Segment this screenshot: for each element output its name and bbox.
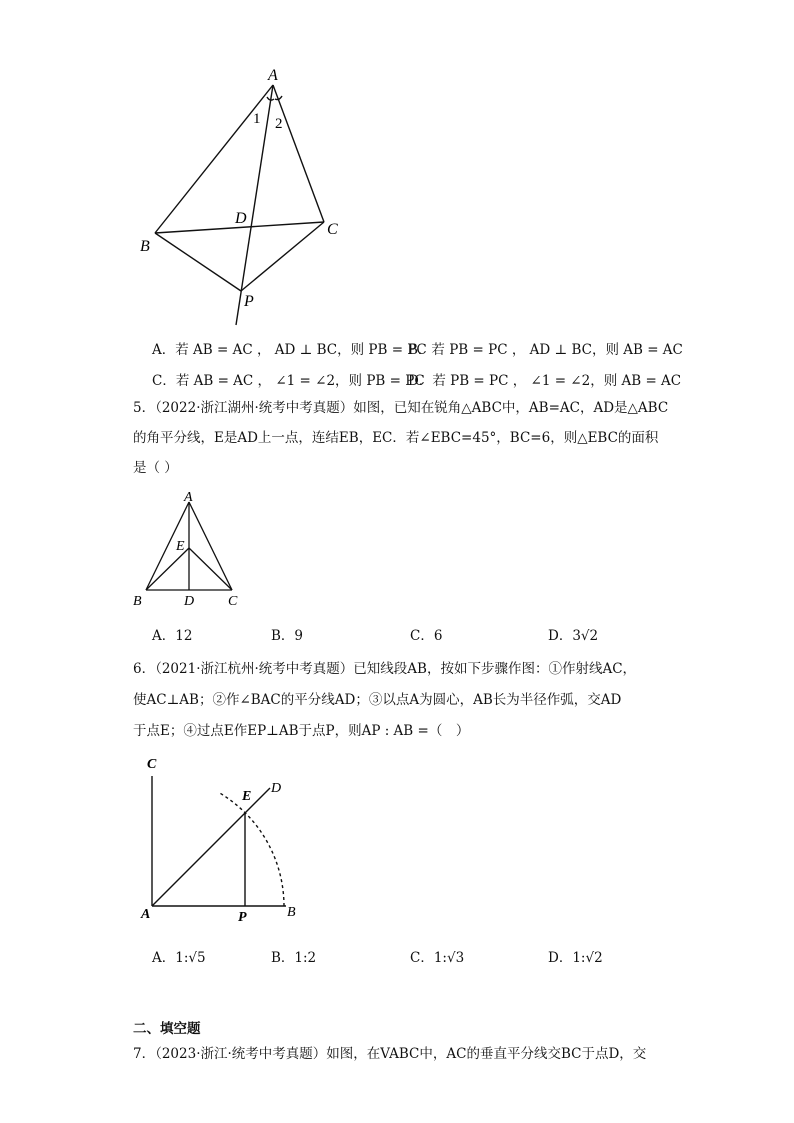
q5-text-line2: 的角平分线，E是AD上一点，连结EB，EC．若∠EBC=45°，BC=6，则△EBC的面积: [133, 430, 659, 446]
section-title-fill-in: 二、填空题: [133, 1021, 201, 1037]
segment-ec: [189, 548, 232, 590]
segment-ac: [273, 85, 324, 222]
q6-text-line2: 使AC⊥AB；②作∠BAC的平分线AD；③以点A为圆心，AB长为半径作弧，交AD: [133, 692, 622, 708]
label-d: D: [235, 210, 247, 227]
label-b: B: [287, 905, 296, 920]
figure-quadrilateral-abpc: [130, 60, 360, 330]
segment-ab: [155, 85, 273, 233]
figure-construction-q6: [138, 752, 318, 932]
q4-option-c: C．若 AB = AC ， ∠1 = ∠2，则 PB = PC: [152, 373, 425, 389]
label-c: C: [147, 757, 157, 772]
q5-text-line3: 是（ ）: [133, 460, 178, 476]
q4-option-b: B．若 PB = PC ， AD ⊥ BC，则 AB = AC: [408, 342, 683, 358]
label-c: C: [228, 594, 238, 609]
label-2: 2: [275, 116, 283, 132]
q6-option-b: B．1:2: [271, 950, 317, 966]
ray-ad: [152, 788, 270, 906]
q6-option-a: A．1:√5: [152, 950, 206, 966]
label-d: D: [271, 781, 282, 796]
q5-option-a: A．12: [152, 628, 193, 644]
q5-text-line1: 5．（2022·浙江湖州·统考中考真题）如图，已知在锐角△ABC中，AB=AC，AD是△ABC: [133, 400, 669, 416]
label-a: A: [184, 490, 193, 505]
label-p: P: [238, 910, 247, 925]
label-b: B: [133, 594, 142, 609]
label-c: C: [327, 221, 338, 238]
q4-option-a: A．若 AB = AC ， AD ⊥ BC，则 PB = PC: [152, 342, 427, 358]
q5-option-c: C．6: [410, 628, 443, 644]
label-d: D: [184, 594, 195, 609]
figure-triangle-abc-q5: [128, 488, 253, 613]
label-1: 1: [253, 111, 261, 127]
label-e: E: [242, 789, 252, 804]
q7-text-line1: 7．（2023·浙江·统考中考真题）如图，在VABC中，AC的垂直平分线交BC于点D，交: [133, 1046, 647, 1062]
label-a: A: [268, 67, 278, 84]
q6-text-line1: 6．（2021·浙江杭州·统考中考真题）已知线段AB，按如下步骤作图：①作射线AC，: [133, 661, 637, 677]
segment-eb: [146, 548, 189, 590]
q4-option-d: D．若 PB = PC ， ∠1 = ∠2，则 AB = AC: [408, 373, 682, 389]
q6-option-c: C．1:√3: [410, 950, 465, 966]
label-p: P: [244, 293, 254, 310]
label-e: E: [176, 539, 185, 554]
segment-cp: [241, 222, 324, 291]
arc-be: [218, 792, 284, 906]
q5-option-b: B．9: [271, 628, 304, 644]
q6-option-d: D．1:√2: [548, 950, 603, 966]
q6-text-line3: 于点E；④过点E作EP⊥AB于点P，则AP : AB =（ ）: [133, 723, 470, 739]
label-b: B: [140, 238, 150, 255]
segment-ac: [189, 502, 232, 590]
label-a: A: [141, 907, 151, 922]
segment-bp: [155, 233, 241, 291]
q5-option-d: D．3√2: [548, 628, 599, 644]
